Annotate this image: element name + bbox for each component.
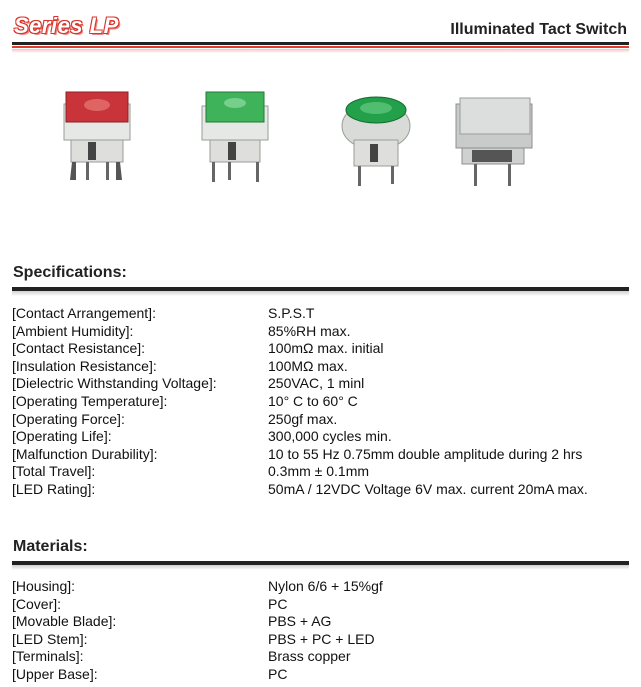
spec-row-total-travel	[12, 463, 632, 481]
material-value: PC	[268, 595, 288, 612]
spec-row-malfunction-durability	[12, 446, 632, 464]
product-image-grey-square	[450, 94, 540, 192]
spec-value: 0.3mm ± 0.1mm	[268, 463, 370, 480]
spec-row-insulation-resistance	[12, 358, 632, 376]
material-value: Nylon 6/6 + 15%gf	[268, 578, 383, 594]
spec-value: 300,000 cycles min.	[268, 428, 392, 445]
material-row-terminals	[12, 648, 632, 666]
material-label: [Terminals]:	[12, 648, 84, 665]
product-image-green-square	[198, 88, 278, 190]
specifications-divider-shadow	[12, 291, 629, 296]
spec-label: [Operating Life]:	[12, 428, 112, 445]
spec-row-dielectric-voltage	[12, 375, 632, 393]
material-value: Brass copper	[268, 648, 351, 665]
header-shadow	[12, 49, 629, 53]
specifications-heading: Specifications:	[13, 264, 127, 281]
product-image-green-round	[336, 94, 416, 190]
spec-label: [LED Rating]:	[12, 480, 96, 497]
spec-label: [Total Travel]:	[12, 463, 96, 480]
header-accent-line	[12, 46, 629, 48]
spec-value: 250VAC, 1 minl	[268, 375, 365, 392]
spec-value: 100MΩ max.	[268, 357, 348, 374]
spec-label: [Malfunction Durability]:	[12, 445, 158, 462]
product-image-red-square	[58, 88, 138, 190]
material-value: PC	[268, 665, 288, 682]
materials-divider-shadow	[12, 565, 629, 570]
spec-label: [Operating Temperature]:	[12, 392, 168, 409]
material-row-cover	[12, 596, 632, 614]
spec-value: 10° C to 60° C	[268, 392, 358, 409]
spec-value: 50mA / 12VDC Voltage 6V max. current 20mA max.	[268, 480, 588, 497]
header-divider	[12, 42, 629, 45]
spec-row-ambient-humidity	[12, 323, 632, 341]
spec-label: [Contact Resistance]:	[12, 340, 146, 357]
spec-value: 100mΩ max. initial	[268, 340, 384, 357]
document-title: Illuminated Tact Switch	[450, 21, 627, 38]
material-row-movable-blade	[12, 613, 632, 631]
spec-row-operating-force	[12, 411, 632, 429]
spec-row-operating-life	[12, 428, 632, 446]
material-value: PBS + AG	[268, 613, 332, 630]
spec-label: [Dielectric Withstanding Voltage]:	[12, 375, 217, 392]
material-label: [Cover]:	[12, 595, 62, 612]
materials-heading: Materials:	[13, 538, 88, 555]
material-value: PBS + PC + LED	[268, 630, 375, 647]
spec-label: [Insulation Resistance]:	[12, 357, 157, 374]
material-row-led-stem	[12, 631, 632, 649]
material-row-housing	[12, 578, 632, 596]
material-label: [LED Stem]:	[12, 630, 88, 647]
spec-value: 85%RH max.	[268, 322, 351, 339]
spec-value: 250gf max.	[268, 410, 338, 427]
spec-row-led-rating	[12, 481, 632, 499]
material-label: [Housing]:	[12, 578, 76, 594]
material-label: [Movable Blade]:	[12, 613, 117, 630]
spec-row-contact-resistance	[12, 340, 632, 358]
material-label: [Upper Base]:	[12, 665, 98, 682]
series-title: Series LP	[14, 13, 119, 38]
materials-table	[12, 578, 632, 684]
spec-value: 10 to 55 Hz 0.75mm double amplitude during 2 hrs	[268, 445, 583, 462]
specifications-table	[12, 305, 632, 499]
spec-value: S.P.S.T	[268, 305, 315, 321]
spec-row-contact-arrangement	[12, 305, 632, 323]
spec-label: [Ambient Humidity]:	[12, 322, 134, 339]
material-row-upper-base	[12, 666, 632, 684]
spec-label: [Contact Arrangement]:	[12, 305, 156, 321]
spec-row-operating-temperature	[12, 393, 632, 411]
spec-label: [Operating Force]:	[12, 410, 125, 427]
